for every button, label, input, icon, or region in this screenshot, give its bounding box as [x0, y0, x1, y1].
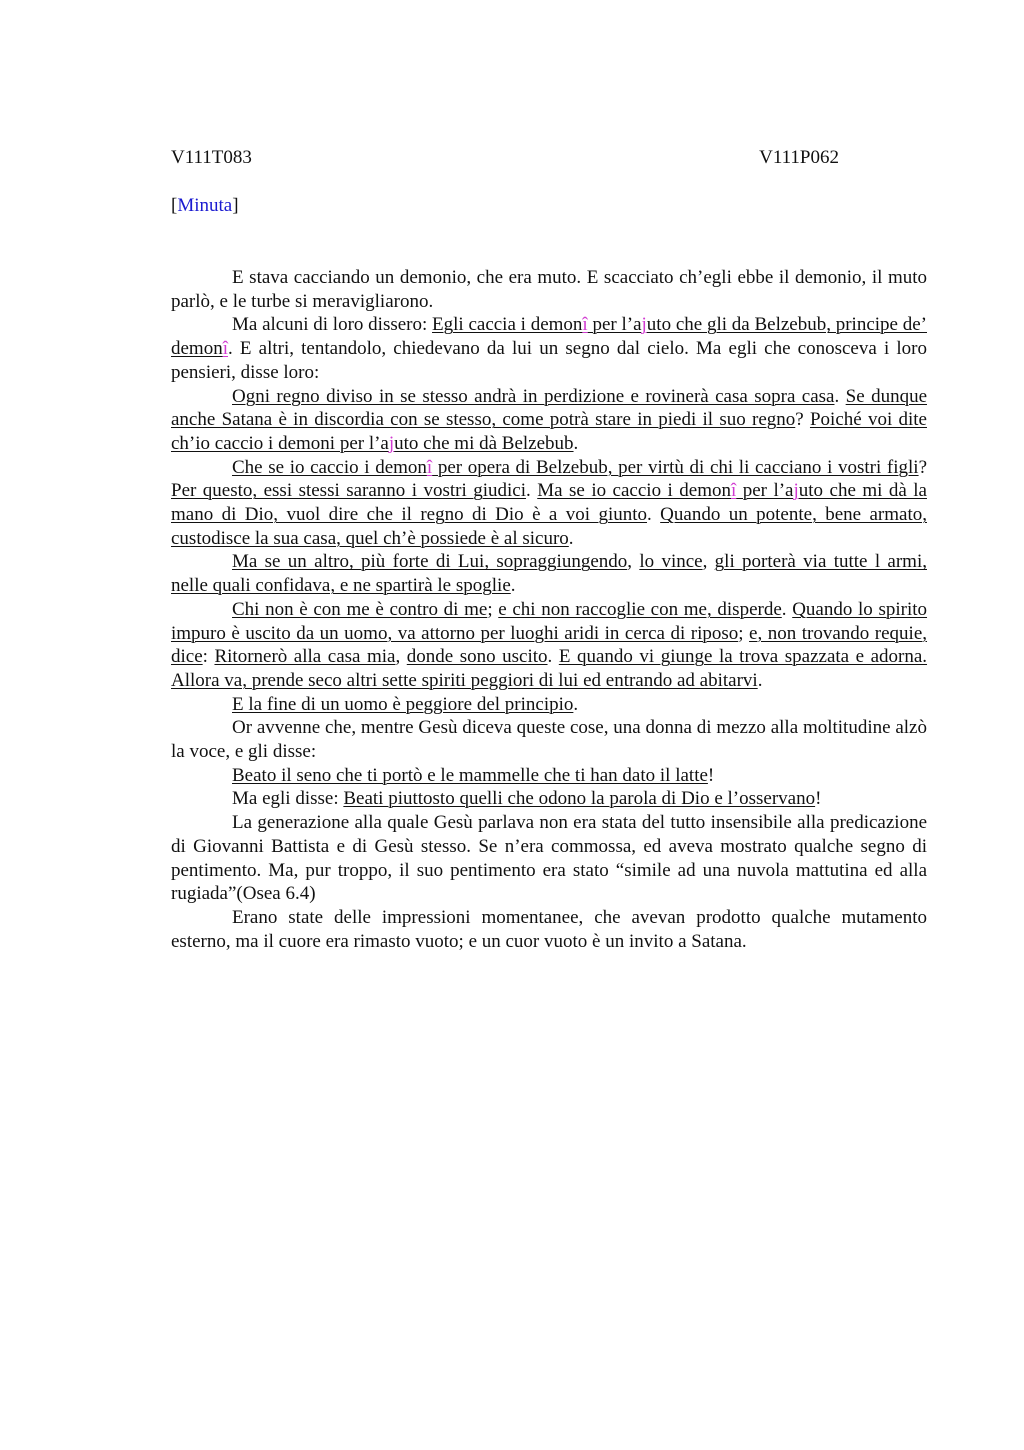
underlined-text: Se dunque anche Satana è in discordia con se stesso, come potrà stare in piedi il suo regno [171, 385, 927, 431]
text-segment: . [568, 527, 574, 549]
underlined-text: Che se io caccio i demon [232, 456, 427, 478]
paragraph [171, 598, 927, 693]
marker-letter: j [641, 314, 647, 336]
text-segment: ! [815, 788, 822, 810]
underlined-text: e, non trovando requie, dice [171, 622, 928, 668]
text-segment: La generazione alla quale Gesù parlava non era stata del tutto insensibile alla predicazione di Giovanni Battista e di Gesù stesso. Se n’era commossa, ed aveva mostrato qualche segno di pentimento. Ma, pur troppo, il suo pentimento era stato “simile ad una nuvola mattutina ed alla rugiada”(Osea 6.4) [171, 812, 927, 905]
underlined-text: E la fine di un uomo è peggiore del principio [232, 693, 574, 715]
text-segment: ? [795, 409, 810, 431]
underlined-text: lo vince [639, 551, 703, 573]
paragraph [171, 313, 927, 384]
underlined-text: Ma se un altro, più forte di Lui, sopraggiungendo [232, 551, 628, 573]
underlined-text: uto che mi dà Belzebub [394, 432, 574, 454]
text-segment: . [647, 504, 661, 526]
paragraph [171, 716, 927, 763]
document-page [171, 146, 927, 953]
text-segment: . [526, 480, 538, 502]
text-segment: . [834, 385, 846, 407]
minuta-line [171, 194, 927, 218]
marker-letter: î [426, 456, 433, 478]
text-segment: . [573, 432, 579, 454]
underlined-text: Beati piuttosto quelli che odono la parola di Dio e l’osservano [343, 788, 816, 810]
underlined-text: Beato il seno che ti portò e le mammelle che ti han dato il latte [232, 764, 708, 786]
text-segment: . E altri, tentandolo, chiedevano da lui un segno dal cielo. Ma egli che conosceva i loro pensieri, disse loro: [171, 338, 927, 383]
text-segment: Ma egli disse: [232, 788, 344, 810]
text-segment: , [395, 646, 407, 668]
underlined-text: uto che gli da Belzebub, principe de’ demon [171, 314, 927, 360]
underlined-text: uto che mi dà la mano di Dio, vuol dire che il regno di Dio è a voi giunto [171, 480, 927, 526]
paragraph [171, 811, 927, 906]
text-segment: E stava cacciando un demonio, che era muto. E scacciato ch’egli ebbe il demonio, il muto parlò, e le turbe si meravigliarono. [171, 267, 927, 312]
underlined-text: Ogni regno diviso in se stesso andrà in perdizione e rovinerà casa sopra casa [232, 385, 835, 407]
minuta-link[interactable]: Minuta [177, 195, 233, 216]
marker-letter: j [793, 480, 799, 502]
paragraph [171, 266, 927, 313]
marker-letter: î [582, 314, 588, 336]
minuta-bracket-open: [ [171, 195, 178, 216]
text-segment: ; [487, 598, 499, 620]
minuta-bracket-close: ] [232, 195, 239, 216]
marker-letter: î [730, 480, 737, 502]
underlined-text: Per questo, essi stessi saranno i vostri giudici [171, 480, 527, 502]
marker-letter: j [388, 432, 395, 454]
text-segment: Ma alcuni di loro dissero: [232, 314, 433, 336]
paragraph [171, 693, 927, 717]
text-segment: ! [707, 764, 715, 786]
document-code: V111T083 [171, 147, 252, 168]
underlined-text: Quando lo spirito impuro è uscito da un uomo, va attorno per luoghi aridi in cerca di riposo [171, 598, 928, 644]
underlined-text: per l’a [736, 480, 794, 502]
underlined-text: Ma se io caccio i demon [537, 480, 731, 502]
underlined-text: E quando vi giunge la trova spazzata e adorna. Allora va, prende seco altri sette spiriti peggiori di lui ed entrando ad abitarvi [171, 646, 928, 691]
paragraph [171, 764, 927, 788]
page-code: V111P062 [759, 147, 839, 168]
text-segment: ; [738, 622, 750, 644]
text-segment: Or avvenne che, mentre Gesù diceva queste cose, una donna di mezzo alla moltitudine alzò la voce, e gli disse: [171, 717, 927, 763]
text-segment: Erano state delle impressioni momentanee, che avevan prodotto qualche mutamento esterno, ma il cuore era rimasto vuoto; e un cuor vuoto è un invito a Satana. [171, 906, 927, 952]
text-segment: . [510, 575, 516, 597]
text-segment: , [702, 551, 715, 573]
underlined-text: donde sono uscito [406, 646, 548, 668]
text-segment: . [547, 646, 559, 668]
paragraph [171, 456, 927, 551]
underlined-text: Ritornerò alla casa mia [214, 646, 396, 668]
body-text [171, 266, 927, 953]
text-segment: , [627, 551, 640, 573]
paragraph [171, 906, 927, 953]
underlined-text: Egli caccia i demon [432, 314, 583, 336]
underlined-text: gli porterà via tutte l armi, nelle quali confidava, e ne spartirà le spoglie [171, 551, 927, 597]
paragraph [171, 385, 927, 456]
text-segment: ? [918, 456, 928, 478]
text-segment: . [781, 598, 793, 620]
underlined-text: Quando un potente, bene armato, custodisce la sua casa, quel ch’è possiede è al sicuro [171, 504, 927, 549]
text-segment: : [202, 646, 215, 668]
underlined-text: Poiché voi dite ch’io caccio i demoni per l’a [171, 409, 927, 454]
underlined-text: e chi non raccoglie con me, disperde [498, 598, 782, 620]
underlined-text: per opera di Belzebub, per virtù di chi li cacciano i vostri figli [432, 456, 919, 478]
text-segment: . [573, 693, 579, 715]
underlined-text: per l’a [587, 314, 642, 336]
text-segment: . [757, 669, 763, 691]
header-row [171, 146, 839, 170]
marker-letter: î [222, 338, 228, 360]
paragraph [171, 550, 927, 597]
underlined-text: Chi non è con me è contro di me [232, 598, 488, 620]
paragraph [171, 787, 927, 811]
